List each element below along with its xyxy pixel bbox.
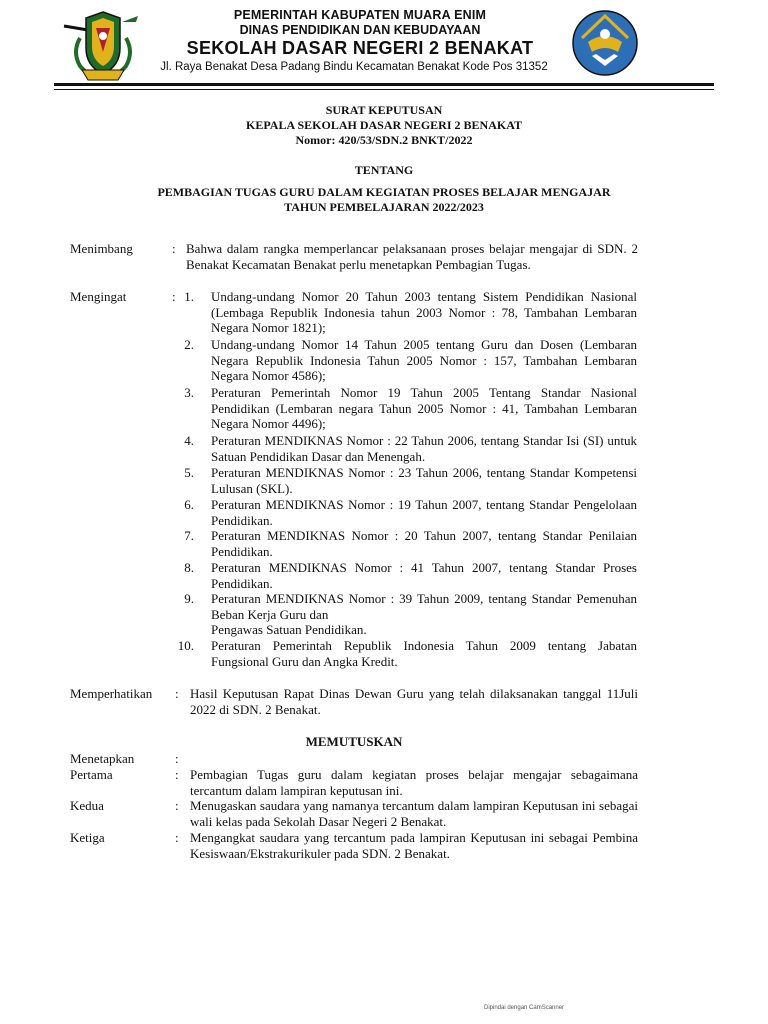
mengingat-item-number: 5. [184,465,194,480]
mengingat-item-number: 10. [177,638,194,653]
kedua-label: Kedua [70,798,104,813]
letterhead-department: DINAS PENDIDIKAN DAN KEBUDAYAAN [239,23,481,37]
mengingat-item-number: 4. [184,433,194,448]
pertama-text: Pembagian Tugas guru dalam kegiatan proses belajar mengajar sebagaimana tercantum dalam lampiran keputusan ini. [190,767,638,798]
mengingat-item-text: Peraturan MENDIKNAS Nomor : 39 Tahun 2009, tentang Standar Pemenuhan Beban Kerja Guru dan [211,591,637,622]
letterhead-rule-thick [54,83,714,86]
mengingat-item-number: 1. [184,289,194,304]
mengingat-item-text: Undang-undang Nomor 14 Tahun 2005 tentang Guru dan Dosen (Lembaran Negara Republik Indonesia Tahun 2005 Nomor : 157, Tambahan Lembaran Negara Nomor 4586); [211,337,637,383]
scanner-watermark: Dipindai dengan CamScanner [484,1005,565,1011]
menimbang-text [186,241,638,273]
mengingat-item-text: Peraturan MENDIKNAS Nomor : 22 Tahun 2006, tentang Standar Isi (SI) untuk Satuan Pendidikan Dasar dan Menengah. [211,433,637,464]
menetapkan-colon: : [175,751,179,766]
decree-subject-line2: TAHUN PEMBELAJARAN 2022/2023 [284,200,484,214]
memutuskan-heading: MEMUTUSKAN [305,734,403,749]
ketiga-text: Mengangkat saudara yang tercantum pada lampiran Keputusan ini sebagai Pembina Kesiswaan/Ekstrakurikuler pada SDN. 2 Benakat. [190,830,638,861]
letterhead-rule-thin [54,89,714,90]
menetapkan-label: Menetapkan [70,751,135,766]
ketiga-colon: : [175,830,179,845]
decree-subject [0,185,768,215]
decree-title-line1: SURAT KEPUTUSAN [325,103,443,117]
menimbang-colon: : [172,241,176,256]
decree-title [0,103,768,148]
tentang-heading: TENTANG [354,163,414,177]
mengingat-item-text: Peraturan MENDIKNAS Nomor : 41 Tahun 2007, tentang Standar Proses Pendidikan. [211,560,637,591]
letterhead-government: PEMERINTAH KABUPATEN MUARA ENIM [233,8,487,22]
letterhead-school-name: SEKOLAH DASAR NEGERI 2 BENAKAT [186,38,534,58]
mengingat-item-text: Peraturan MENDIKNAS Nomor : 19 Tahun 2007, tentang Standar Pengelolaan Pendidikan. [211,497,637,528]
kedua-text: Menugaskan saudara yang namanya tercantum dalam lampiran Keputusan ini sebagai wali kelas pada Sekolah Dasar Negeri 2 Benakat. [190,798,638,829]
mengingat-item-text: Peraturan MENDIKNAS Nomor : 20 Tahun 2007, tentang Standar Penilaian Pendidikan. [211,528,637,559]
mengingat-item-text-continuation: Pengawas Satuan Pendidikan. [211,622,367,637]
mengingat-label: Mengingat [70,289,127,304]
decree-subject-line1: PEMBAGIAN TUGAS GURU DALAM KEGIATAN PROSES BELAJAR MENGAJAR [157,185,611,199]
memperhatikan-text: Hasil Keputusan Rapat Dinas Dewan Guru yang telah dilaksanakan tanggal 11Juli 2022 di SDN. 2 Benakat. [190,686,638,717]
mengingat-colon: : [172,289,176,304]
mengingat-item-number: 7. [184,528,194,543]
mengingat-item-text: Peraturan Pemerintah Nomor 19 Tahun 2005 Tentang Standar Nasional Pendidikan (Lembaran negara Tahun 2005 Nomor : 41, Tambahan Lembaran Negara Nomor 4496); [211,385,637,431]
mengingat-item-number: 8. [184,560,194,575]
memperhatikan-colon: : [175,686,179,701]
ketiga-label: Ketiga [70,830,105,845]
mengingat-item-number: 9. [184,591,194,606]
muara-enim-emblem-icon [58,8,148,84]
menimbang-label: Menimbang [70,241,133,256]
letterhead-address: Jl. Raya Benakat Desa Padang Bindu Kecamatan Benakat Kode Pos 31352 [160,61,548,73]
memperhatikan-label: Memperhatikan [70,686,153,701]
kedua-colon: : [175,798,179,813]
mengingat-item-number: 2. [184,337,194,352]
mengingat-item-number: 3. [184,385,194,400]
mengingat-item-number: 6. [184,497,194,512]
decree-number: Nomor: 420/53/SDN.2 BNKT/2022 [295,133,473,147]
decree-title-line2: KEPALA SEKOLAH DASAR NEGERI 2 BENAKAT [246,118,522,132]
letterhead [160,8,550,75]
pertama-colon: : [175,767,179,782]
tut-wuri-handayani-icon [570,8,640,78]
mengingat-item-text: Undang-undang Nomor 20 Tahun 2003 tentang Sistem Pendidikan Nasional (Lembaga Republik Indonesia tahun 2003 Nomor : 78, Tambahan Lembaran Negara Nomor 1821); [211,289,637,335]
mengingat-item-text: Peraturan Pemerintah Republik Indonesia Tahun 2009 tentang Jabatan Fungsional Guru dan Angka Kredit. [211,638,637,669]
pertama-label: Pertama [70,767,113,782]
menimbang-text-content: Bahwa dalam rangka memperlancar pelaksanaan proses belajar mengajar di SDN. 2 Benakat Kecamatan Benakat perlu menetapkan Pembagian Tugas. [186,241,638,272]
mengingat-item-text: Peraturan MENDIKNAS Nomor : 23 Tahun 2006, tentang Standar Kompetensi Lulusan (SKL). [211,465,637,496]
